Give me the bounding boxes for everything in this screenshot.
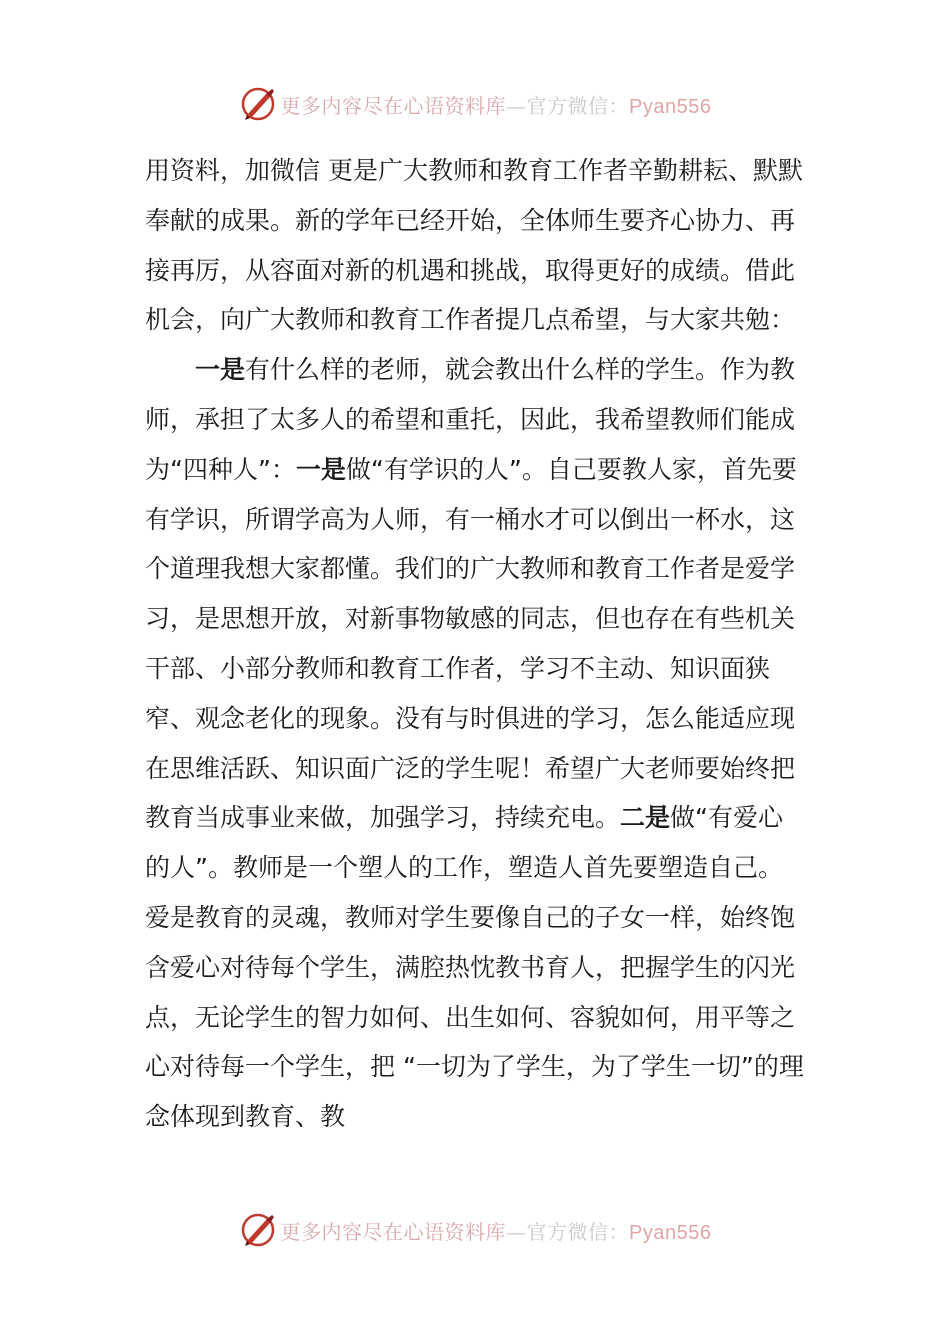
banner-wechat-label: 官方微信： <box>526 1219 630 1244</box>
banner-dash: — <box>506 93 527 118</box>
paragraph-2 <box>145 345 805 1142</box>
paragraph-2-text-2: 做“有学识的人”。自己要教人家，首先要有学识，所谓学高为人师，有一桶水才可以倒出一杯水，这个道理我想大家都懂。我们的广大教师和教育工作者是爱学习，是思想开放，对新事物敏感的同志，但也存在有些机关干部、小部分教师和教育工作者，学习不主动、知识面狭窄、观念老化的现象。没有与时俱进的学习，怎么能适应现在思维活跃、知识面广泛的学生呢！希望广大老师要始终把教育当成事业来做，加强学习，持续充电。 <box>145 454 797 833</box>
bold-point-1: 一是 <box>195 355 246 385</box>
paragraph-2-text-3: 做“有爱心的人”。教师是一个塑人的工作，塑造人首先要塑造自己。爱是教育的灵魂，教师对学生要像自己的子女一样，始终饱含爱心对待每个学生，满腔热忱教书育人，把握学生的闪光点，无论学生的智力如何、出生如何、容貌如何，用平等之心对待每一个学生，把 “一切为了学生，为了学生一切”的理念体现到教育、教 <box>145 803 804 1132</box>
paragraph-2-text-1: 有什么样的老师，就会教出什么样的学生。作为教师，承担了太多人的希望和重托，因此，我希望教师们能成为“四种人”： <box>145 355 796 484</box>
banner-site-name: 更多内容尽在心语资料库 <box>280 93 507 118</box>
banner-wechat-id: Pyan556 <box>629 95 712 118</box>
banner-text <box>281 1216 712 1245</box>
banner-wechat-id: Pyan556 <box>629 1221 712 1244</box>
paragraph-1: 用资料，加微信 更是广大教师和教育工作者辛勤耕耘、默默奉献的成果。新的学年已经开始，全体师生要齐心协力、再接再厉，从容面对新的机遇和挑战，取得更好的成绩。借此机会，向广大教师和教育工作者提几点希望，与大家共勉： <box>145 156 803 335</box>
footer-banner <box>0 1210 950 1250</box>
banner-text <box>281 90 712 119</box>
bold-point-1-sub: 一是 <box>295 454 346 484</box>
pen-logo-icon <box>239 1211 277 1249</box>
banner-dash: — <box>506 1219 527 1244</box>
pen-logo-icon <box>239 85 277 123</box>
bold-point-2-sub: 二是 <box>620 803 671 833</box>
banner-wechat-label: 官方微信： <box>526 93 630 118</box>
banner-site-name: 更多内容尽在心语资料库 <box>280 1219 507 1244</box>
header-banner <box>0 84 950 124</box>
document-body <box>145 146 805 1142</box>
